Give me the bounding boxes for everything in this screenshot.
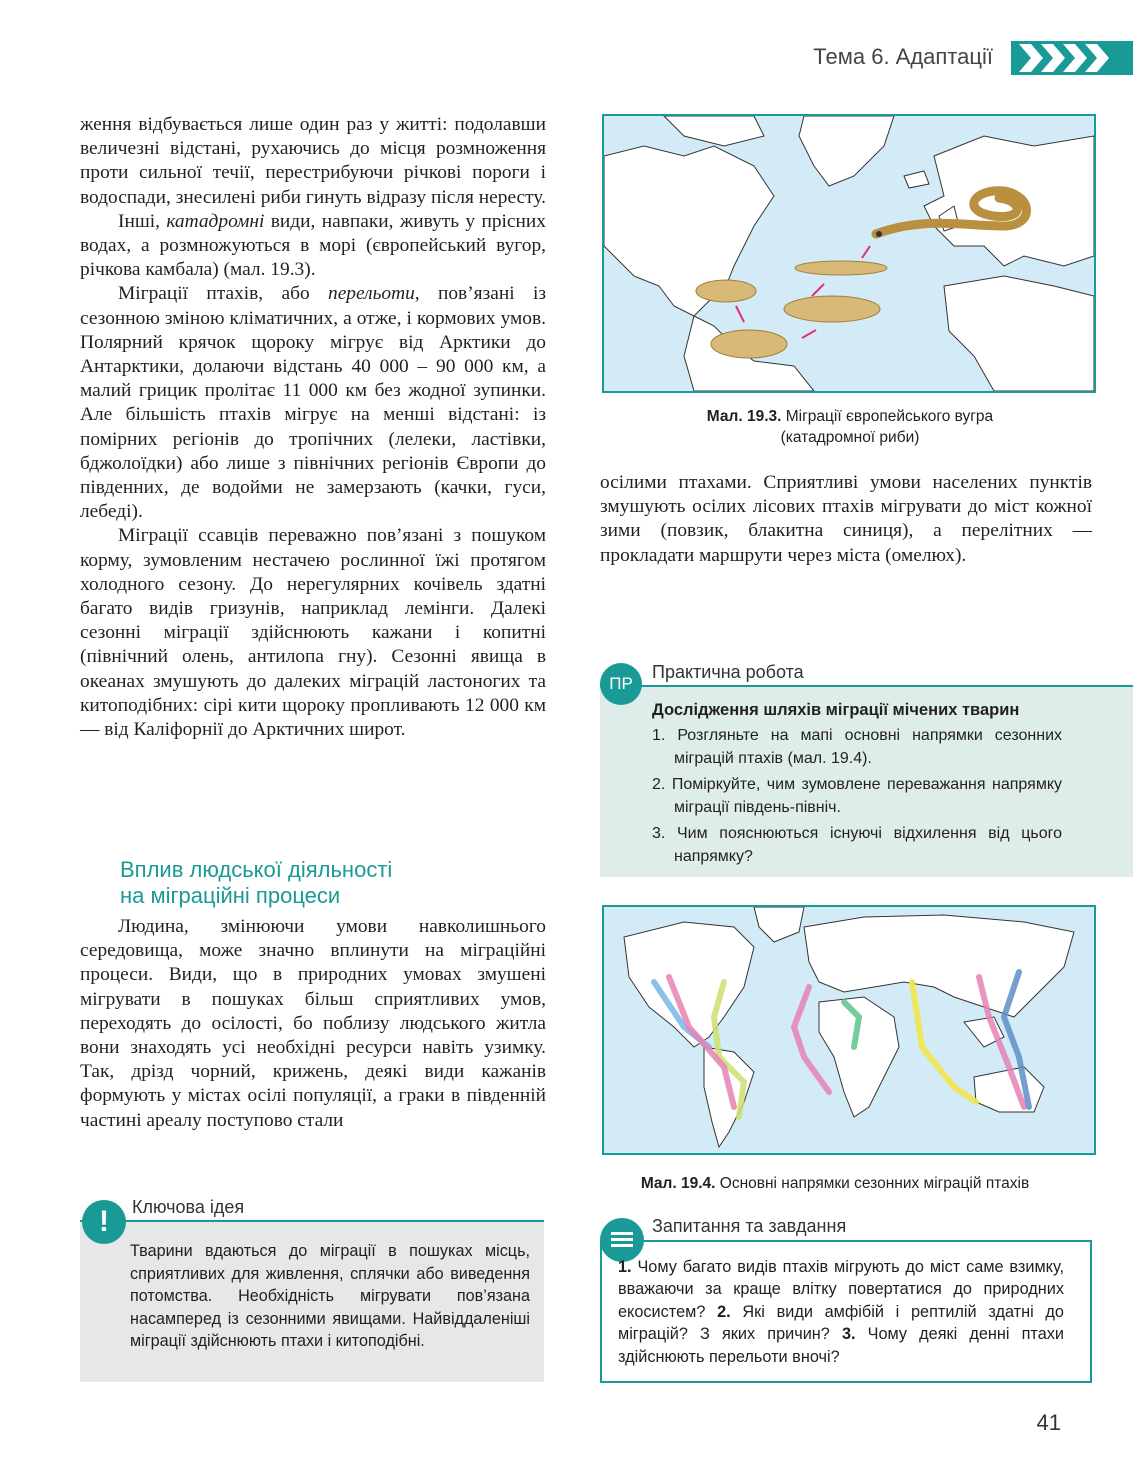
paragraph: Міграції птахів, або перельоти, пов’язані із сезонною зміною кліматичних, а отже, і кормових умов. Полярний крячок щороку мігрує від Арктики до Антарктики, долаючи відстань 40 000 – 90 000 км, а малий грицик пролітає 11 000 км без жодної зупинки. Але більшість птахів мігрує на менші відстані: із помірних регіонів до тропічних (лелеки, ластівки, бджолоїдки) або лише з північних регіонів Європи до південних, де водойми не замерзають (качки, гуси, лебеді). xyxy=(80,283,546,523)
figure-caption: Мал. 19.4. Основні напрямки сезонних міграцій птахів xyxy=(640,1175,1030,1192)
figure-caption: Мал. 19.3. Міграції європейського вугра (катадромної риби) xyxy=(706,408,994,446)
key-idea-rule xyxy=(80,1220,544,1222)
paragraph: Людина, змінюючи умови навколишнього середовища, може значно вплинути на міграційні процеси. Види, що в природних умовах змушені мігрувати в пошуках більш сприятливих умов, переходять до осілості, бо поблизу людського житла вони знаходять усі необхідні ресурси навіть узимку. Так, дрізд чорний, крижень, деякі види кажанів формують у містах осілі популяції, а граки в південній частині ареалу поступово стали xyxy=(80,916,546,1131)
eel-migration-map-illustration xyxy=(604,116,1094,391)
questions-title: Запитання та завдання xyxy=(652,1216,847,1236)
chapter-title: Тема 6. Адаптації xyxy=(813,44,993,69)
key-idea-title: Ключова ідея xyxy=(132,1197,245,1217)
exclamation-icon: ! xyxy=(82,1200,126,1244)
right-column-text xyxy=(600,471,1092,568)
left-column-text-2 xyxy=(80,915,546,1133)
list-item: 3. Чим пояснюються існуючі відхилення від цього напрямку? xyxy=(652,825,1062,865)
bird-migration-map-illustration xyxy=(604,907,1094,1153)
section-heading: Вплив людської діяльності на міграційні процеси xyxy=(120,857,393,908)
questions-text: 1. Чому багато видів птахів мігрують до міст саме взимку, вважаючи за краще влітку повертатися до природних екосистем? 2. Які види амфібій і рептилій здатні до міграцій? З яких причин? 3. Чому деякі денні птахи здійснюють перельоти вночі? xyxy=(618,1258,1064,1366)
list-item: 1. Розгляньте на мапі основні напрямки сезонних міграцій птахів (мал. 19.4). xyxy=(652,727,1062,767)
page-number: 41 xyxy=(1036,1410,1061,1435)
key-idea-text: Тварини вдаються до міграції в пошуках місць, сприятливих для живлення, сплячки або виведення потомства. Необхідність мігрувати пов’язана насамперед із сезонними явищами. Найвіддаленіші міграції здійснюють птахи і китоподібні. xyxy=(130,1242,530,1350)
chapter-ribbon xyxy=(1011,41,1133,75)
practical-work-list xyxy=(652,725,1062,872)
paragraph: осілими птахами. Сприятливі умови населених пунктів змушують осілих лісових птахів мігрувати до міст кожної зими (повзик, блакитна синиця), а перелітних — прокладати маршрути через міста (омелюх). xyxy=(600,472,1092,566)
list-item: 2. Поміркуйте, чим зумовлене переважання напрямку міграції південь-північ. xyxy=(652,776,1062,816)
practical-badge-icon: ПР xyxy=(600,663,642,705)
eel-migration-map xyxy=(602,114,1096,393)
left-column-text xyxy=(80,113,546,742)
paragraph: Міграції ссавців переважно пов’язані з пошуком корму, зумовленим нестачею рослинної їжі протягом холодного сезону. До нерегулярних кочівель здатні багато видів гризунів, наприклад лемінги. Далекі сезонні міграції здійснюють кажани і копитні (північний олень, антилопа гну). Сезонні явища в океанах змушують до далеких міграцій ластоногих та китоподібних: сірі кити щороку пропливають 12 000 км — від Каліфорнії до Арктичних широт. xyxy=(80,525,546,741)
paragraph: ження відбувається лише один раз у житті: подолавши величезні відстані, рухаючись до місця розмноження проти сильної течії, перестрибуючи річкові пороги і водоспади, знесилені риби гинуть відразу після нересту. xyxy=(80,114,546,208)
bird-migration-world-map xyxy=(602,905,1096,1155)
paragraph: Інші, катадромні види, навпаки, живуть у прісних водах, а розмножуються в морі (європейський вугор, річкова камбала) (мал. 19.3). xyxy=(80,210,546,281)
practical-work-rule xyxy=(600,685,1133,687)
chevrons-icon xyxy=(1019,44,1119,72)
practical-work-title: Практична робота xyxy=(652,662,804,682)
practical-work-heading: Дослідження шляхів міграції мічених тварин xyxy=(652,701,1020,719)
